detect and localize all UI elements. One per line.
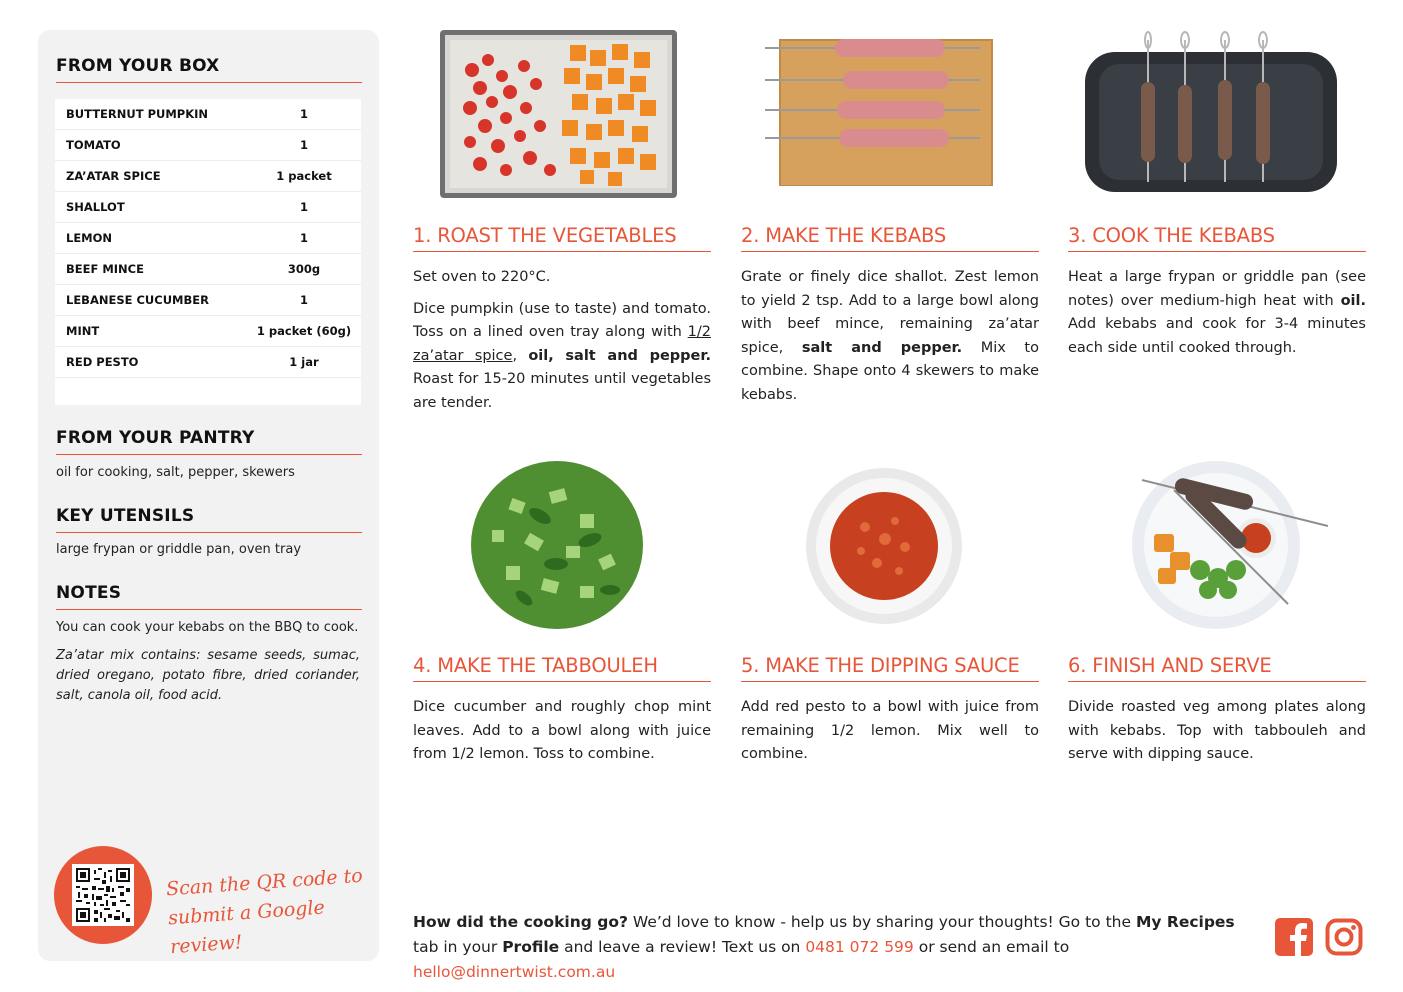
step-5-text: Add red pesto to a bowl with juice from remaining 1/2 lemon. Mix well to combine. xyxy=(741,699,1039,762)
ingredients-table xyxy=(55,99,361,405)
qr-code-icon[interactable] xyxy=(72,864,134,926)
step-6-title: 6. FINISH AND SERVE xyxy=(1068,654,1366,682)
ingredient-name: TOMATO xyxy=(66,138,121,152)
ingredient-name: BUTTERNUT PUMPKIN xyxy=(66,107,209,121)
facebook-icon[interactable] xyxy=(1275,918,1313,956)
notes-italic-text: Za’atar mix contains: sesame seeds, sumac, dried oregano, potato fibre, dried coriander, salt, canola oil, food acid. xyxy=(56,648,360,703)
step-1-p2-c: Roast for 15-20 minutes until vegetables are tender. xyxy=(413,371,711,411)
utensils-text: large frypan or griddle pan, oven tray xyxy=(56,542,302,557)
step-1-p2-a: Dice pumpkin (use to taste) and tomato. Toss on a lined oven tray along with xyxy=(413,300,711,340)
ingredient-name: RED PESTO xyxy=(66,355,139,369)
dipping-sauce-photo xyxy=(805,467,963,625)
step-2-text-b: Mix to combine. Shape onto 4 skewers to make kebabs. xyxy=(741,339,1039,403)
key-utensils-heading: KEY UTENSILS xyxy=(56,506,362,533)
step-2-text-bold: salt and pepper. xyxy=(801,339,963,356)
table-row xyxy=(55,161,361,192)
step-2-title: 2. MAKE THE KEBABS xyxy=(741,224,1039,252)
qr-caption-line1: Scan the QR code to xyxy=(165,864,364,901)
table-row xyxy=(55,192,361,223)
table-row xyxy=(55,223,361,254)
footer-text-4: or send an email to xyxy=(913,938,1070,956)
table-row xyxy=(55,285,361,316)
step-4-title: 4. MAKE THE TABBOULEH xyxy=(413,654,711,682)
step-1-title: 1. ROAST THE VEGETABLES xyxy=(413,224,711,252)
notes-heading: NOTES xyxy=(56,583,362,610)
ingredient-qty: 300g xyxy=(287,262,321,276)
step-1-p1: Set oven to 220°C. xyxy=(413,269,551,285)
email-link[interactable]: hello@dinnertwist.com.au xyxy=(413,963,616,981)
step-1-text xyxy=(413,266,711,423)
qr-badge[interactable] xyxy=(54,846,152,944)
tabbouleh-photo xyxy=(470,460,644,630)
footer-text-3: and leave a review! Text us on xyxy=(559,938,806,956)
step-2-text-a: Grate or finely dice shallot. Zest lemon to yield 2 tsp. Add to a large bowl along with beef mince, remaining za’atar spice, xyxy=(741,269,1039,356)
qr-caption-line2: submit a Google review! xyxy=(167,896,326,959)
instagram-icon[interactable] xyxy=(1325,918,1363,956)
feedback-footer xyxy=(413,910,1263,985)
ingredient-qty: 1 xyxy=(299,107,308,121)
pantry-text: oil for cooking, salt, pepper, skewers xyxy=(56,465,295,480)
ingredient-name: ZA’ATAR SPICE xyxy=(66,169,161,183)
from-your-box-heading: FROM YOUR BOX xyxy=(56,56,362,83)
ingredient-name: MINT xyxy=(66,324,100,338)
step-3-title: 3. COOK THE KEBABS xyxy=(1068,224,1366,252)
ingredient-qty: 1 jar xyxy=(289,355,319,369)
step-1-p2-b: , xyxy=(512,347,529,364)
ingredient-name: SHALLOT xyxy=(66,200,125,214)
step-3-text-a: Heat a large frypan or griddle pan (see notes) over medium-high heat with xyxy=(1068,269,1366,309)
ingredient-qty: 1 xyxy=(299,200,308,214)
ingredient-qty: 1 xyxy=(299,293,308,307)
roast-vegetables-photo xyxy=(440,30,677,198)
qr-caption xyxy=(165,861,382,963)
step-5-title: 5. MAKE THE DIPPING SAUCE xyxy=(741,654,1039,682)
ingredient-name: LEBANESE CUCUMBER xyxy=(66,293,209,307)
table-row xyxy=(55,254,361,285)
phone-link[interactable]: 0481 072 599 xyxy=(805,938,914,956)
footer-my-recipes: My Recipes xyxy=(1135,913,1235,931)
ingredient-qty: 1 packet xyxy=(276,169,332,183)
step-3-text xyxy=(1068,266,1366,368)
ingredients-panel xyxy=(38,30,379,961)
kebabs-photo xyxy=(765,36,997,186)
step-2-text xyxy=(741,266,1039,415)
step-1-p2-underline: 1/2 za’atar spice xyxy=(413,324,711,364)
from-your-pantry-heading: FROM YOUR PANTRY xyxy=(56,428,362,455)
ingredient-qty: 1 packet (60g) xyxy=(256,324,352,338)
ingredient-qty: 1 xyxy=(299,231,308,245)
table-row xyxy=(55,347,361,378)
finished-plate-photo xyxy=(1128,460,1328,630)
table-row xyxy=(55,316,361,347)
table-row xyxy=(55,99,361,130)
footer-text-1: We’d love to know - help us by sharing your thoughts! Go to the xyxy=(627,913,1136,931)
footer-text-2: tab in your xyxy=(413,938,503,956)
step-4-text: Dice cucumber and roughly chop mint leaves. Add to a bowl along with juice from 1/2 lemon. Toss to combine. xyxy=(413,699,711,762)
ingredient-name: BEEF MINCE xyxy=(66,262,144,276)
footer-question: How did the cooking go? xyxy=(413,913,628,931)
step-6-text: Divide roasted veg among plates along with kebabs. Top with tabbouleh and serve with dipping sauce. xyxy=(1068,699,1366,762)
griddle-photo xyxy=(1085,30,1337,193)
table-row xyxy=(55,130,361,161)
ingredient-qty: 1 xyxy=(299,138,308,152)
step-3-text-bold: oil. xyxy=(1340,292,1366,309)
footer-profile: Profile xyxy=(502,938,560,956)
notes-text: You can cook your kebabs on the BBQ to cook. xyxy=(56,620,359,635)
step-1-p2 xyxy=(413,298,711,416)
step-3-text-b: Add kebabs and cook for 3-4 minutes each side until cooked through. xyxy=(1068,316,1366,356)
ingredient-name: LEMON xyxy=(66,231,113,245)
step-1-p2-bold: oil, salt and pepper. xyxy=(528,347,711,364)
